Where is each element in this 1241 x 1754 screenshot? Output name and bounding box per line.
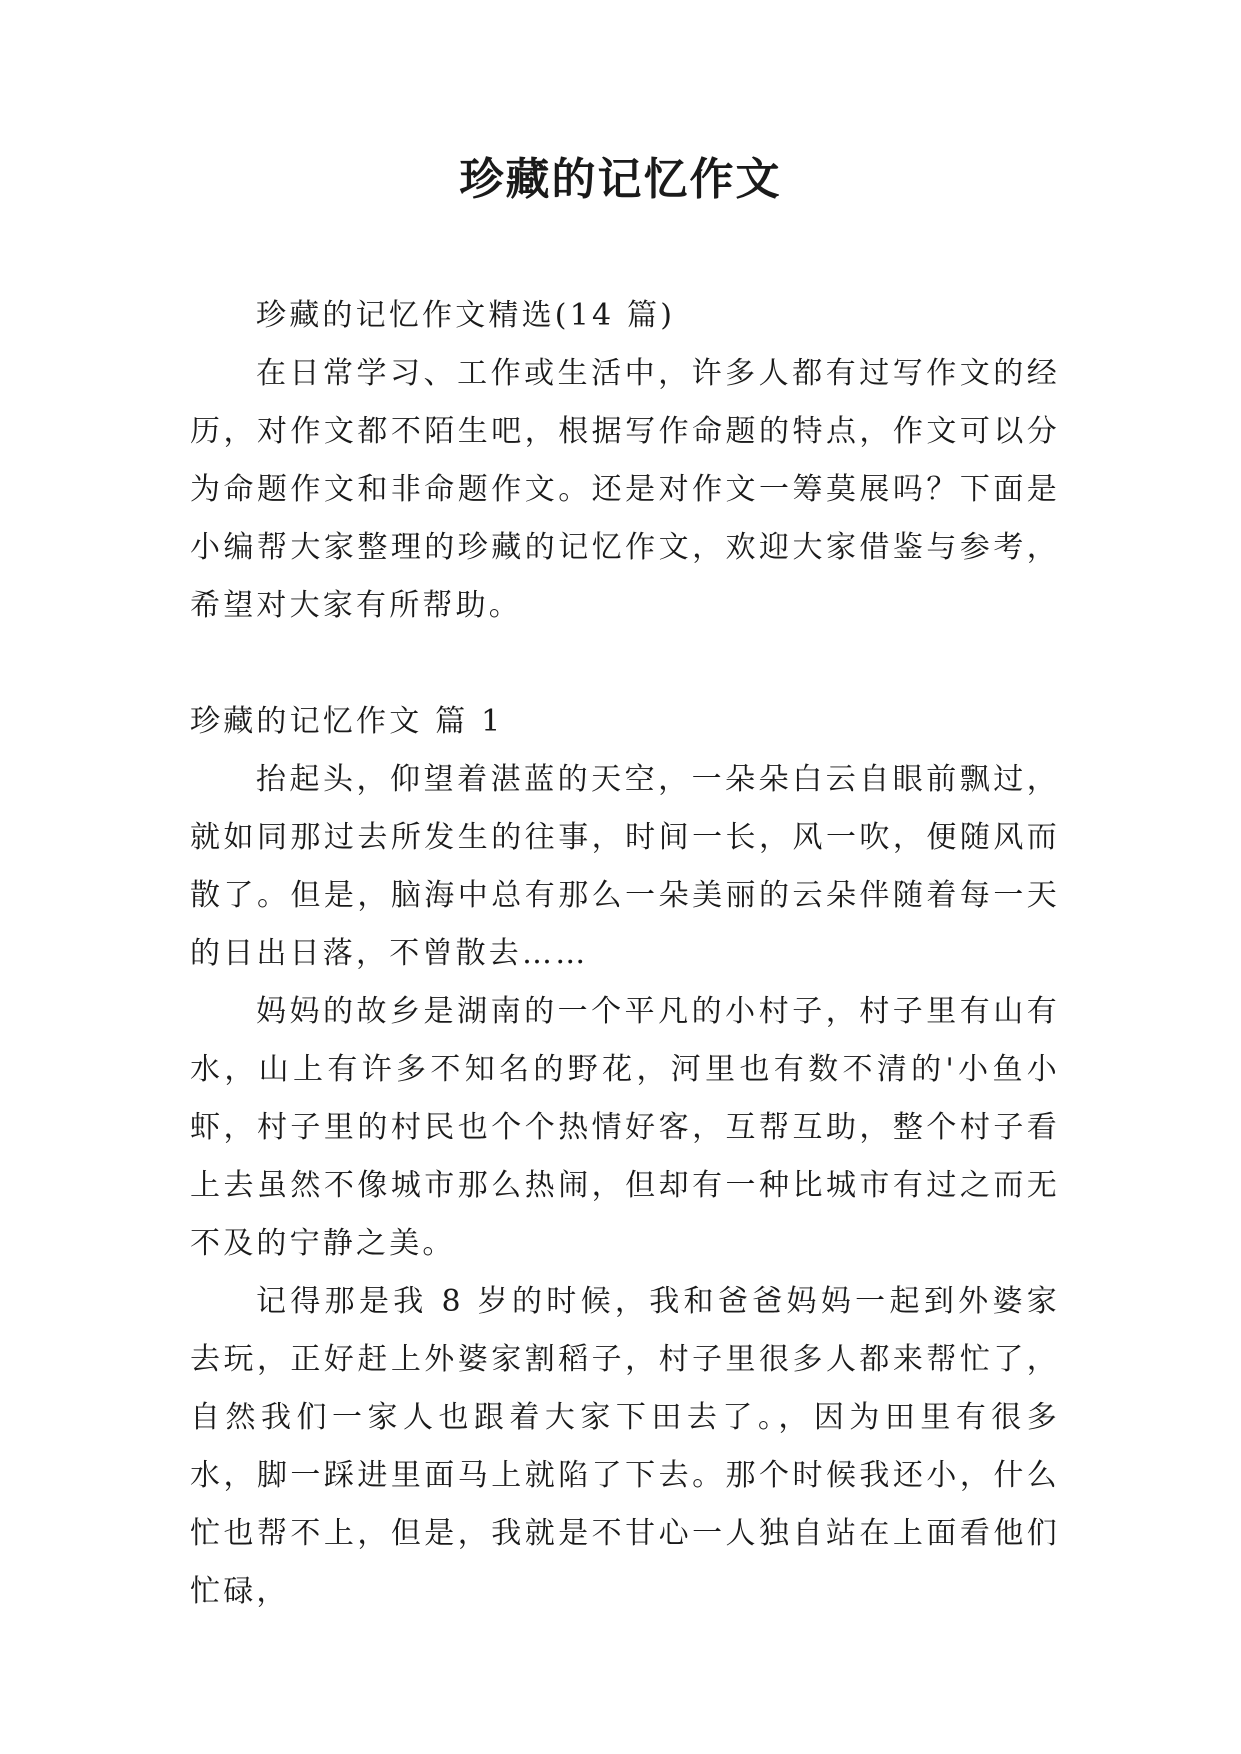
- essay-paragraph-2: 妈妈的故乡是湖南的一个平凡的小村子，村子里有山有水，山上有许多不知名的野花，河里也有数不清的'小鱼小虾，村子里的村民也个个热情好客，互帮互助，整个村子看上去虽然不像城市那么热闹，但却有一种比城市有过之而无不及的宁静之美。: [190, 994, 1060, 1261]
- essay-paragraph-3: 记得那是我 8 岁的时候，我和爸爸妈妈一起到外婆家去玩，正好赶上外婆家割稻子，村子里很多人都来帮忙了，自然我们一家人也跟着大家下田去了。，因为田里有很多水，脚一踩进里面马上就陷了下去。那个时候我还小，什么忙也帮不上，但是，我就是不甘心一人独自站在上面看他们忙碌，: [190, 1284, 1060, 1609]
- section-heading: 珍藏的记忆作文 篇 1: [190, 704, 504, 739]
- intro-paragraph: 在日常学习、工作或生活中，许多人都有过写作文的经历，对作文都不陌生吧，根据写作命题的特点，作文可以分为命题作文和非命题作文。还是对作文一筹莫展吗？下面是小编帮大家整理的珍藏的记忆作文，欢迎大家借鉴与参考，希望对大家有所帮助。: [190, 356, 1060, 623]
- essay-paragraph-1: 抬起头，仰望着湛蓝的天空，一朵朵白云自眼前飘过，就如同那过去所发生的往事，时间一长，风一吹，便随风而散了。但是，脑海中总有那么一朵美丽的云朵伴随着每一天的日出日落，不曾散去……: [190, 762, 1060, 971]
- document-subtitle: 珍藏的记忆作文精选(14 篇): [256, 298, 676, 333]
- document-title: 珍藏的记忆作文: [459, 154, 782, 205]
